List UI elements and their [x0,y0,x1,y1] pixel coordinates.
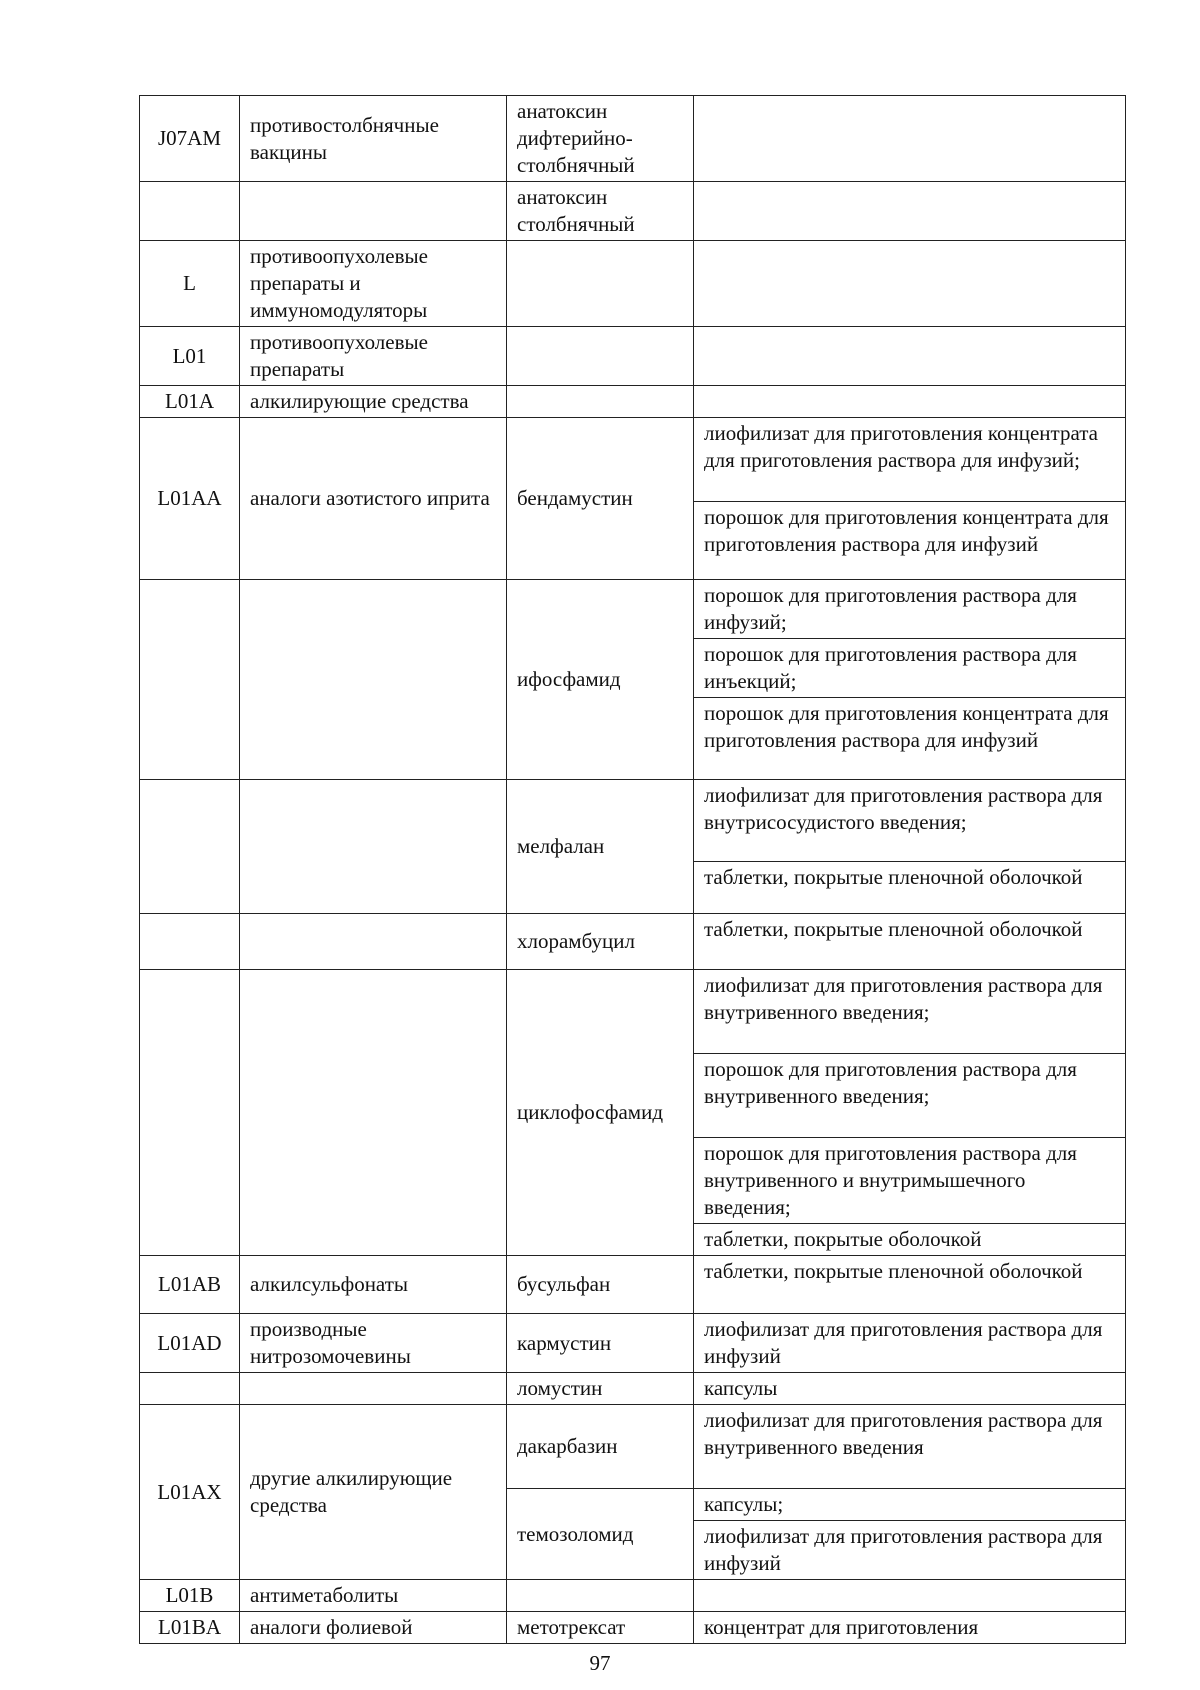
dosage-form-cell: порошок для приготовления раствора для внутривенного введения; [694,1054,1126,1138]
group-name-cell: аналоги фолиевой [240,1612,507,1644]
table-row [140,182,1126,241]
table-row [140,1256,1126,1314]
group-name-cell: другие алкилирующие средства [240,1405,507,1580]
dosage-form-cell: таблетки, покрытые пленочной оболочкой [694,1256,1126,1314]
group-name-cell: противоопухолевые препараты [240,327,507,386]
drug-name-cell: анатоксин столбнячный [507,182,694,241]
table-row [140,970,1126,1054]
group-name-cell: антиметаболиты [240,1580,507,1612]
table-row [140,96,1126,182]
atc-code-cell [140,1373,240,1405]
dosage-form-cell: лиофилизат для приготовления раствора для инфузий [694,1521,1126,1580]
group-name-cell [240,970,507,1256]
drug-classification-table [139,95,1126,1644]
dosage-form-cell: таблетки, покрытые пленочной оболочкой [694,862,1126,914]
drug-name-cell: ломустин [507,1373,694,1405]
atc-code-cell [140,182,240,241]
dosage-form-cell: концентрат для приготовления [694,1612,1126,1644]
dosage-form-cell: лиофилизат для приготовления раствора для внутрисосудистого введения; [694,780,1126,862]
dosage-form-cell: таблетки, покрытые оболочкой [694,1224,1126,1256]
group-name-cell: противоопухолевые препараты и иммуномодуляторы [240,241,507,327]
dosage-form-cell [694,386,1126,418]
dosage-form-cell: таблетки, покрытые пленочной оболочкой [694,914,1126,970]
dosage-form-cell: порошок для приготовления концентрата для приготовления раствора для инфузий [694,502,1126,580]
table-row [140,914,1126,970]
table-row [140,580,1126,639]
table-row [140,1314,1126,1373]
drug-name-cell [507,241,694,327]
group-name-cell: аналоги азотистого иприта [240,418,507,580]
drug-name-cell [507,327,694,386]
dosage-form-cell: лиофилизат для приготовления концентрата для приготовления раствора для инфузий; [694,418,1126,502]
table-row [140,780,1126,862]
drug-name-cell: хлорамбуцил [507,914,694,970]
atc-code-cell [140,970,240,1256]
group-name-cell [240,182,507,241]
table-row [140,1612,1126,1644]
atc-code-cell: J07AM [140,96,240,182]
dosage-form-cell: лиофилизат для приготовления раствора для внутривенного введения; [694,970,1126,1054]
atc-code-cell [140,780,240,914]
atc-code-cell: L01 [140,327,240,386]
dosage-form-cell: порошок для приготовления раствора для инъекций; [694,639,1126,698]
atc-code-cell: L01A [140,386,240,418]
drug-name-cell: мелфалан [507,780,694,914]
atc-code-cell: L01AX [140,1405,240,1580]
drug-name-cell: циклофосфамид [507,970,694,1256]
drug-name-cell [507,1580,694,1612]
table-row [140,1373,1126,1405]
drug-name-cell: ифосфамид [507,580,694,780]
table-row [140,418,1126,502]
group-name-cell: противостолбнячные вакцины [240,96,507,182]
group-name-cell: алкилирующие средства [240,386,507,418]
atc-code-cell: L01AD [140,1314,240,1373]
atc-code-cell [140,914,240,970]
dosage-form-cell: капсулы [694,1373,1126,1405]
atc-code-cell: L01AA [140,418,240,580]
dosage-form-cell [694,241,1126,327]
table-row [140,327,1126,386]
atc-code-cell [140,580,240,780]
dosage-form-cell [694,1580,1126,1612]
drug-name-cell [507,386,694,418]
atc-code-cell: L [140,241,240,327]
table-row [140,386,1126,418]
atc-code-cell: L01BA [140,1612,240,1644]
page-number: 97 [589,1651,611,1675]
drug-name-cell: метотрексат [507,1612,694,1644]
group-name-cell: алкилсульфонаты [240,1256,507,1314]
dosage-form-cell: порошок для приготовления раствора для инфузий; [694,580,1126,639]
group-name-cell [240,914,507,970]
drug-name-cell: анатоксин дифтерийно-столбнячный [507,96,694,182]
group-name-cell: производные нитрозомочевины [240,1314,507,1373]
drug-name-cell: темозоломид [507,1489,694,1580]
dosage-form-cell: капсулы; [694,1489,1126,1521]
atc-code-cell: L01B [140,1580,240,1612]
atc-code-cell: L01AB [140,1256,240,1314]
group-name-cell [240,1373,507,1405]
dosage-form-cell: порошок для приготовления раствора для внутривенного и внутримышечного введения; [694,1138,1126,1224]
dosage-form-cell: порошок для приготовления концентрата для приготовления раствора для инфузий [694,698,1126,780]
group-name-cell [240,780,507,914]
drug-name-cell: бендамустин [507,418,694,580]
drug-name-cell: дакарбазин [507,1405,694,1489]
dosage-form-cell [694,327,1126,386]
dosage-form-cell [694,96,1126,182]
dosage-form-cell: лиофилизат для приготовления раствора для внутривенного введения [694,1405,1126,1489]
drug-name-cell: бусульфан [507,1256,694,1314]
drug-name-cell: кармустин [507,1314,694,1373]
table-row [140,1405,1126,1489]
dosage-form-cell [694,182,1126,241]
table-row [140,1580,1126,1612]
table-row [140,241,1126,327]
dosage-form-cell: лиофилизат для приготовления раствора для инфузий [694,1314,1126,1373]
group-name-cell [240,580,507,780]
